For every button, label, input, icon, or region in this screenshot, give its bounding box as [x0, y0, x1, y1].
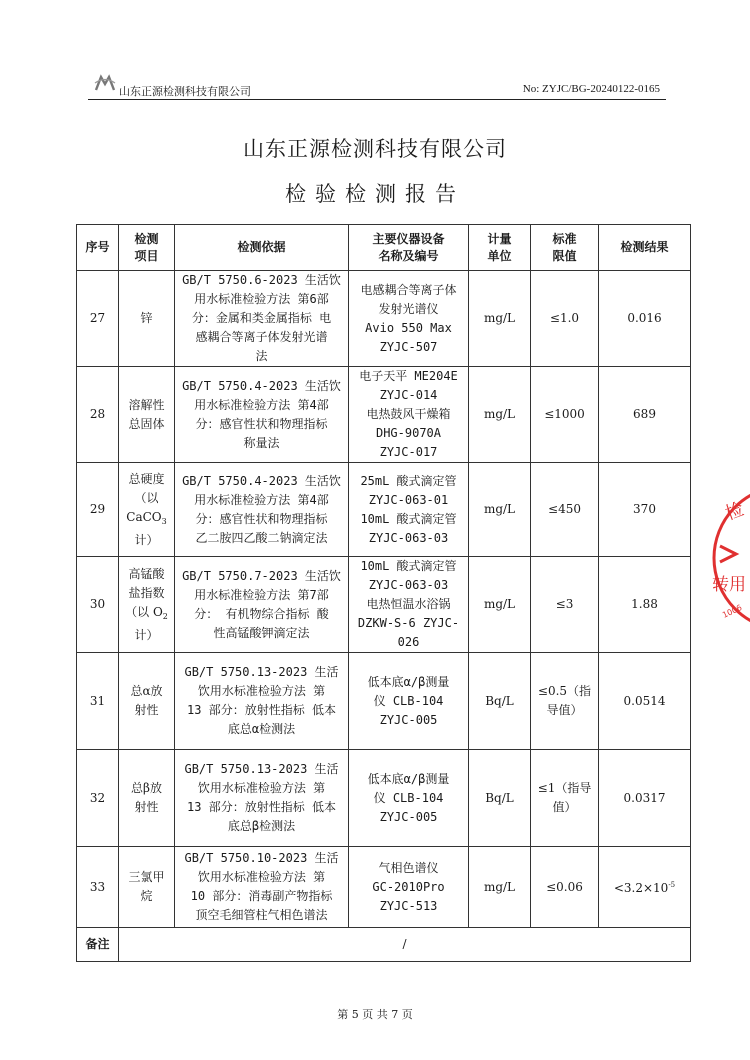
- basis-line: 10 部分：消毒副产物指标: [190, 889, 333, 903]
- instrument-line: ZYJC-063-03: [368, 530, 449, 545]
- result-text: 0.0317: [623, 790, 666, 805]
- basis-line: 13 部分：放射性指标 低本: [187, 703, 336, 717]
- svg-text:转用: 转用: [712, 575, 746, 595]
- svg-text:检: 检: [722, 498, 747, 525]
- basis-line: 分：感官性状和物理指标: [195, 416, 328, 431]
- cell-result: [599, 847, 691, 928]
- basis-line: 用水标准检验方法 第7部: [194, 587, 329, 602]
- instrument-line: ZYJC-005: [379, 809, 438, 824]
- cell-instrument: [349, 653, 469, 750]
- item-line-text: CaCO: [126, 509, 162, 524]
- cell-limit: [531, 750, 599, 847]
- cell-item: [119, 847, 175, 928]
- cell-limit: [531, 271, 599, 367]
- item-line-text: 溶解性: [128, 397, 165, 412]
- limit-line: 值）: [552, 800, 577, 814]
- header-limit: [531, 225, 599, 271]
- header-seq: 序号: [77, 225, 119, 271]
- basis-line: 称量法: [243, 435, 280, 450]
- item-line-text: 烷: [140, 889, 153, 903]
- cell-item: [119, 367, 175, 463]
- item-line: [122, 489, 171, 508]
- item-line-text: 总固体: [128, 416, 165, 431]
- cell-unit: mg/L: [469, 463, 531, 557]
- basis-line: 分： 有机物综合指标 酸: [194, 606, 329, 621]
- limit-line: ≤1000: [544, 407, 585, 421]
- cell-limit: [531, 847, 599, 928]
- table-row: [77, 463, 691, 557]
- result-superscript: -5: [668, 881, 676, 889]
- limit-line: ≤0.06: [546, 879, 583, 894]
- item-line-text: 射性: [134, 800, 159, 814]
- table-row: [77, 367, 691, 463]
- table-row: [77, 750, 691, 847]
- instrument-line: DHG-9070A: [375, 426, 442, 440]
- instrument-line: 电子天平 ME204E: [359, 369, 458, 383]
- item-line-text: （以: [134, 490, 159, 505]
- remark-label: 备注: [77, 928, 119, 962]
- header-unit: [469, 225, 531, 271]
- test-results-table: [76, 224, 691, 962]
- cell-item: [119, 653, 175, 750]
- instrument-line: 10mL 酸式滴定管: [360, 559, 457, 573]
- instrument-line: DZKW-S-6 ZYJC-026: [357, 616, 460, 649]
- basis-line: 用水标准检验方法 第6部: [194, 292, 329, 306]
- header-result: 检测结果: [599, 225, 691, 271]
- cell-basis: [175, 463, 349, 557]
- cell-seq: 30: [77, 557, 119, 653]
- cell-unit: mg/L: [469, 847, 531, 928]
- cell-seq: 31: [77, 653, 119, 750]
- page-title-report: 检验检测报告: [285, 182, 465, 206]
- header-unit-line: 计量: [487, 231, 512, 246]
- item-subscript: 2: [162, 611, 168, 621]
- item-line: [122, 396, 171, 415]
- result-text: 0.0514: [623, 693, 666, 708]
- item-line: [122, 508, 171, 531]
- limit-line: ≤450: [548, 502, 581, 516]
- table-header-row: [77, 225, 691, 271]
- item-line: [122, 470, 171, 489]
- table-row: [77, 557, 691, 653]
- item-line-text: 三氯甲: [128, 870, 165, 884]
- cell-seq: 27: [77, 271, 119, 367]
- basis-line: 底总α检测法: [227, 722, 296, 736]
- basis-line: 饮用水标准检验方法 第: [197, 684, 326, 698]
- instrument-line: ZYJC-063-03: [368, 578, 449, 592]
- cell-instrument: [349, 463, 469, 557]
- basis-line: GB/T 5750.4-2023 生活饮: [182, 473, 341, 488]
- item-line-text: 总β放: [131, 781, 162, 795]
- header-instrument-line: 主要仪器设备: [372, 231, 445, 246]
- basis-line: 底总β检测法: [227, 819, 296, 833]
- item-line: [122, 626, 171, 645]
- item-line: [122, 779, 171, 798]
- cell-unit: Bq/L: [469, 653, 531, 750]
- result-text: 689: [633, 407, 656, 421]
- item-line: [122, 603, 171, 626]
- item-line-text: 计）: [134, 532, 159, 547]
- item-line-text: 计）: [134, 627, 159, 642]
- limit-line: ≤1.0: [549, 311, 580, 325]
- cell-instrument: [349, 271, 469, 367]
- instrument-line: 低本底α/β测量: [367, 771, 450, 786]
- basis-line: GB/T 5750.13-2023 生活: [184, 665, 339, 679]
- basis-line: 感耦合等离子体发射光谱: [195, 330, 328, 344]
- basis-line: GB/T 5750.4-2023 生活饮: [182, 378, 341, 393]
- basis-line: 分：金属和类金属指标 电: [191, 311, 332, 325]
- cell-instrument: [349, 750, 469, 847]
- item-subscript: 3: [161, 516, 167, 526]
- basis-line: 乙二胺四乙酸二钠滴定法: [195, 530, 328, 545]
- item-line: [122, 798, 171, 817]
- limit-line: 导值）: [546, 703, 583, 717]
- cell-seq: 29: [77, 463, 119, 557]
- cell-instrument: [349, 557, 469, 653]
- limit-line: ≤0.5（指: [537, 684, 592, 698]
- instrument-line: 发射光谱仪: [378, 301, 439, 316]
- cell-item: [119, 271, 175, 367]
- cell-result: [599, 557, 691, 653]
- table-row: [77, 847, 691, 928]
- limit-line: ≤3: [555, 597, 574, 611]
- instrument-line: ZYJC-507: [379, 339, 438, 354]
- instrument-line: 电热恒温水浴锅: [366, 597, 451, 611]
- header-item-line: 检测: [134, 231, 159, 246]
- cell-unit: Bq/L: [469, 750, 531, 847]
- item-line-text: 锌: [140, 311, 153, 325]
- item-line: [122, 584, 171, 603]
- header-company-name: 山东正源检测科技有限公司: [119, 85, 251, 98]
- item-line: [122, 565, 171, 584]
- basis-line: 用水标准检验方法 第4部: [194, 492, 329, 507]
- basis-line: 性高锰酸钾滴定法: [213, 625, 310, 640]
- header-instrument: [349, 225, 469, 271]
- cell-instrument: [349, 367, 469, 463]
- report-number: No: ZYJC/BG-20240122-0165: [522, 83, 660, 95]
- cell-limit: [531, 463, 599, 557]
- cell-limit: [531, 367, 599, 463]
- instrument-line: Avio 550 Max: [365, 320, 452, 335]
- cell-basis: [175, 847, 349, 928]
- item-line-text: 总α放: [130, 684, 163, 698]
- basis-line: GB/T 5750.7-2023 生活饮: [182, 568, 341, 583]
- result-text: 1.88: [631, 597, 658, 611]
- instrument-line: 仪 CLB-104: [373, 790, 444, 805]
- result-text: <3.2×10: [613, 881, 669, 895]
- item-line-text: 高锰酸: [128, 566, 165, 581]
- cell-basis: [175, 750, 349, 847]
- basis-line: 饮用水标准检验方法 第: [197, 870, 326, 884]
- header-item-line: 项目: [134, 248, 159, 263]
- cell-result: [599, 367, 691, 463]
- cell-item: [119, 557, 175, 653]
- result-text: 0.016: [627, 311, 662, 325]
- basis-line: 饮用水标准检验方法 第: [197, 781, 326, 795]
- page-number: 第 5 页 共 7 页: [337, 1008, 413, 1021]
- item-line-text: 射性: [134, 703, 159, 717]
- table-row: [77, 271, 691, 367]
- cell-instrument: [349, 847, 469, 928]
- remark-value: /: [119, 928, 691, 962]
- official-seal-stamp: [706, 478, 750, 638]
- item-line: [122, 415, 171, 434]
- cell-basis: [175, 557, 349, 653]
- basis-line: GB/T 5750.13-2023 生活: [184, 762, 339, 776]
- table-row: [77, 653, 691, 750]
- instrument-line: 25mL 酸式滴定管: [360, 473, 457, 488]
- cell-basis: [175, 653, 349, 750]
- cell-item: [119, 463, 175, 557]
- instrument-line: ZYJC-017: [379, 445, 438, 459]
- header-unit-line: 单位: [487, 248, 512, 263]
- header-limit-line: 限值: [552, 248, 577, 263]
- instrument-line: ZYJC-014: [379, 388, 438, 402]
- item-line-text: （以 O: [125, 604, 163, 619]
- cell-basis: [175, 367, 349, 463]
- basis-line: GB/T 5750.10-2023 生活: [184, 851, 339, 865]
- cell-item: [119, 750, 175, 847]
- header-basis: 检测依据: [175, 225, 349, 271]
- item-line: [122, 682, 171, 701]
- basis-line: GB/T 5750.6-2023 生活饮: [182, 273, 341, 287]
- instrument-line: ZYJC-513: [379, 898, 438, 913]
- header-item: [119, 225, 175, 271]
- cell-limit: [531, 653, 599, 750]
- basis-line: 分：感官性状和物理指标: [195, 511, 328, 526]
- item-line-text: 总硬度: [128, 471, 165, 486]
- basis-line: 13 部分：放射性指标 低本: [187, 800, 336, 814]
- instrument-line: 电感耦合等离子体: [360, 282, 457, 297]
- cell-unit: mg/L: [469, 557, 531, 653]
- cell-seq: 33: [77, 847, 119, 928]
- cell-result: [599, 653, 691, 750]
- header-instrument-line: 名称及编号: [378, 248, 439, 263]
- cell-basis: [175, 271, 349, 367]
- remark-row: [77, 928, 691, 962]
- page-title-company: 山东正源检测科技有限公司: [243, 137, 507, 161]
- basis-line: 用水标准检验方法 第4部: [194, 397, 329, 412]
- company-logo-icon: [93, 74, 117, 92]
- basis-line: 法: [255, 349, 268, 363]
- item-line: [122, 531, 171, 550]
- header-divider: [88, 99, 666, 100]
- cell-unit: mg/L: [469, 367, 531, 463]
- instrument-line: 仪 CLB-104: [373, 693, 444, 708]
- item-line: [122, 887, 171, 906]
- cell-seq: 32: [77, 750, 119, 847]
- item-line: [122, 309, 171, 328]
- limit-line: ≤1（指导: [537, 781, 592, 795]
- cell-seq: 28: [77, 367, 119, 463]
- instrument-line: GC-2010Pro: [372, 879, 445, 894]
- cell-limit: [531, 557, 599, 653]
- instrument-line: 电热鼓风干燥箱: [366, 407, 451, 421]
- svg-text:1006: 1006: [721, 603, 744, 620]
- instrument-line: ZYJC-063-01: [368, 492, 449, 507]
- instrument-line: 10mL 酸式滴定管: [360, 511, 457, 526]
- basis-line: 顶空毛细管柱气相色谱法: [195, 908, 328, 922]
- cell-result: [599, 463, 691, 557]
- header-limit-line: 标准: [552, 231, 577, 246]
- instrument-line: ZYJC-005: [379, 712, 438, 727]
- item-line: [122, 701, 171, 720]
- item-line-text: 盐指数: [128, 585, 165, 600]
- result-text: 370: [633, 502, 656, 516]
- instrument-line: 低本底α/β测量: [367, 674, 450, 689]
- cell-result: [599, 750, 691, 847]
- item-line: [122, 868, 171, 887]
- cell-result: [599, 271, 691, 367]
- cell-unit: mg/L: [469, 271, 531, 367]
- instrument-line: 气相色谱仪: [378, 860, 439, 875]
